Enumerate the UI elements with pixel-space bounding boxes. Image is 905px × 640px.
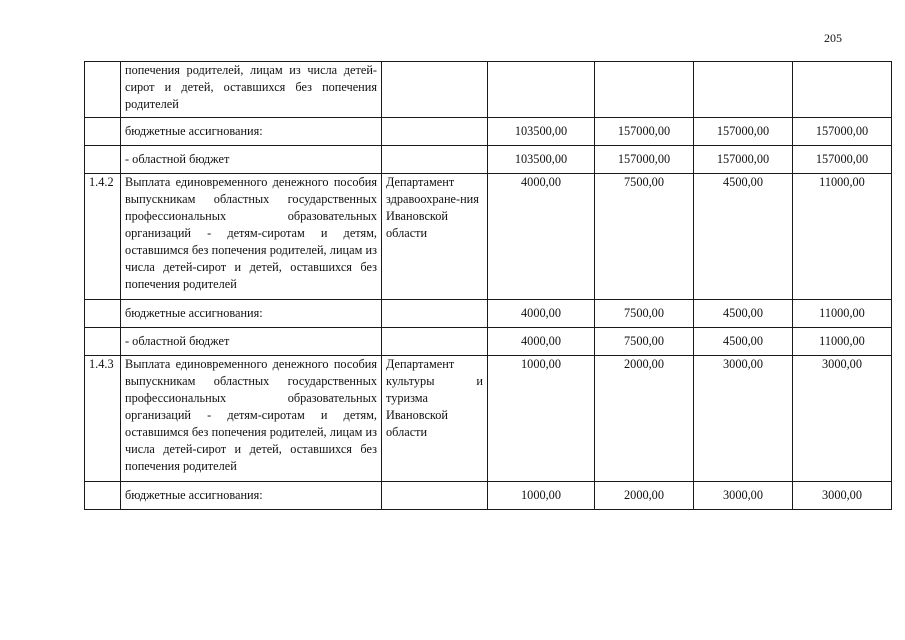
value-cell: 2000,00 — [595, 482, 694, 510]
row-department: Департамент здравоохране-ния Ивановской области — [382, 174, 488, 300]
value-cell: 3000,00 — [694, 356, 793, 482]
value-cell: 157000,00 — [694, 118, 793, 146]
value-cell: 4500,00 — [694, 174, 793, 300]
row-name: бюджетные ассигнования: — [121, 482, 382, 510]
row-name: - областной бюджет — [121, 146, 382, 174]
table-row — [85, 146, 892, 174]
value-cell — [694, 62, 793, 118]
row-number — [85, 482, 121, 510]
value-cell: 1000,00 — [488, 356, 595, 482]
value-cell — [595, 62, 694, 118]
value-cell: 4000,00 — [488, 300, 595, 328]
row-department — [382, 118, 488, 146]
value-cell: 103500,00 — [488, 118, 595, 146]
row-name: бюджетные ассигнования: — [121, 118, 382, 146]
value-cell: 3000,00 — [793, 356, 892, 482]
value-cell: 157000,00 — [595, 146, 694, 174]
row-number: 1.4.3 — [85, 356, 121, 482]
value-cell: 4500,00 — [694, 300, 793, 328]
row-department — [382, 300, 488, 328]
table-row — [85, 174, 892, 300]
value-cell — [488, 62, 595, 118]
value-cell: 4000,00 — [488, 174, 595, 300]
table-row — [85, 62, 892, 118]
value-cell: 3000,00 — [793, 482, 892, 510]
page-number: 205 — [824, 31, 842, 45]
value-cell: 103500,00 — [488, 146, 595, 174]
row-department — [382, 482, 488, 510]
row-number — [85, 328, 121, 356]
table-row — [85, 356, 892, 482]
row-number — [85, 62, 121, 118]
row-number — [85, 118, 121, 146]
table-row — [85, 328, 892, 356]
row-department — [382, 328, 488, 356]
value-cell: 157000,00 — [595, 118, 694, 146]
row-name: Выплата единовременного денежного пособия выпускникам областных государственных профессиональных образовательных организаций - детям-сиротам и детям, оставшимся без попечения родителей, лицам из числа детей-сирот и детей, оставшихся без попечения родителей — [121, 356, 382, 482]
row-department: Департамент культуры и туризма Ивановской области — [382, 356, 488, 482]
value-cell — [793, 62, 892, 118]
value-cell: 7500,00 — [595, 328, 694, 356]
value-cell: 2000,00 — [595, 356, 694, 482]
row-number — [85, 146, 121, 174]
budget-table — [84, 61, 892, 510]
value-cell: 157000,00 — [694, 146, 793, 174]
value-cell: 11000,00 — [793, 328, 892, 356]
value-cell: 7500,00 — [595, 174, 694, 300]
value-cell: 1000,00 — [488, 482, 595, 510]
row-name: Выплата единовременного денежного пособия выпускникам областных государственных профессиональных образовательных организаций - детям-сиротам и детям, оставшимся без попечения родителей, лицам из числа детей-сирот и детей, оставшихся без попечения родителей — [121, 174, 382, 300]
row-department — [382, 146, 488, 174]
value-cell: 7500,00 — [595, 300, 694, 328]
value-cell: 4000,00 — [488, 328, 595, 356]
row-number: 1.4.2 — [85, 174, 121, 300]
value-cell: 3000,00 — [694, 482, 793, 510]
row-name: - областной бюджет — [121, 328, 382, 356]
row-name: бюджетные ассигнования: — [121, 300, 382, 328]
value-cell: 157000,00 — [793, 118, 892, 146]
value-cell: 157000,00 — [793, 146, 892, 174]
row-name: попечения родителей, лицам из числа детей-сирот и детей, оставшихся без попечения родителей — [121, 62, 382, 118]
row-department — [382, 62, 488, 118]
value-cell: 4500,00 — [694, 328, 793, 356]
value-cell: 11000,00 — [793, 300, 892, 328]
table-row — [85, 118, 892, 146]
table-row — [85, 482, 892, 510]
row-number — [85, 300, 121, 328]
table-row — [85, 300, 892, 328]
value-cell: 11000,00 — [793, 174, 892, 300]
